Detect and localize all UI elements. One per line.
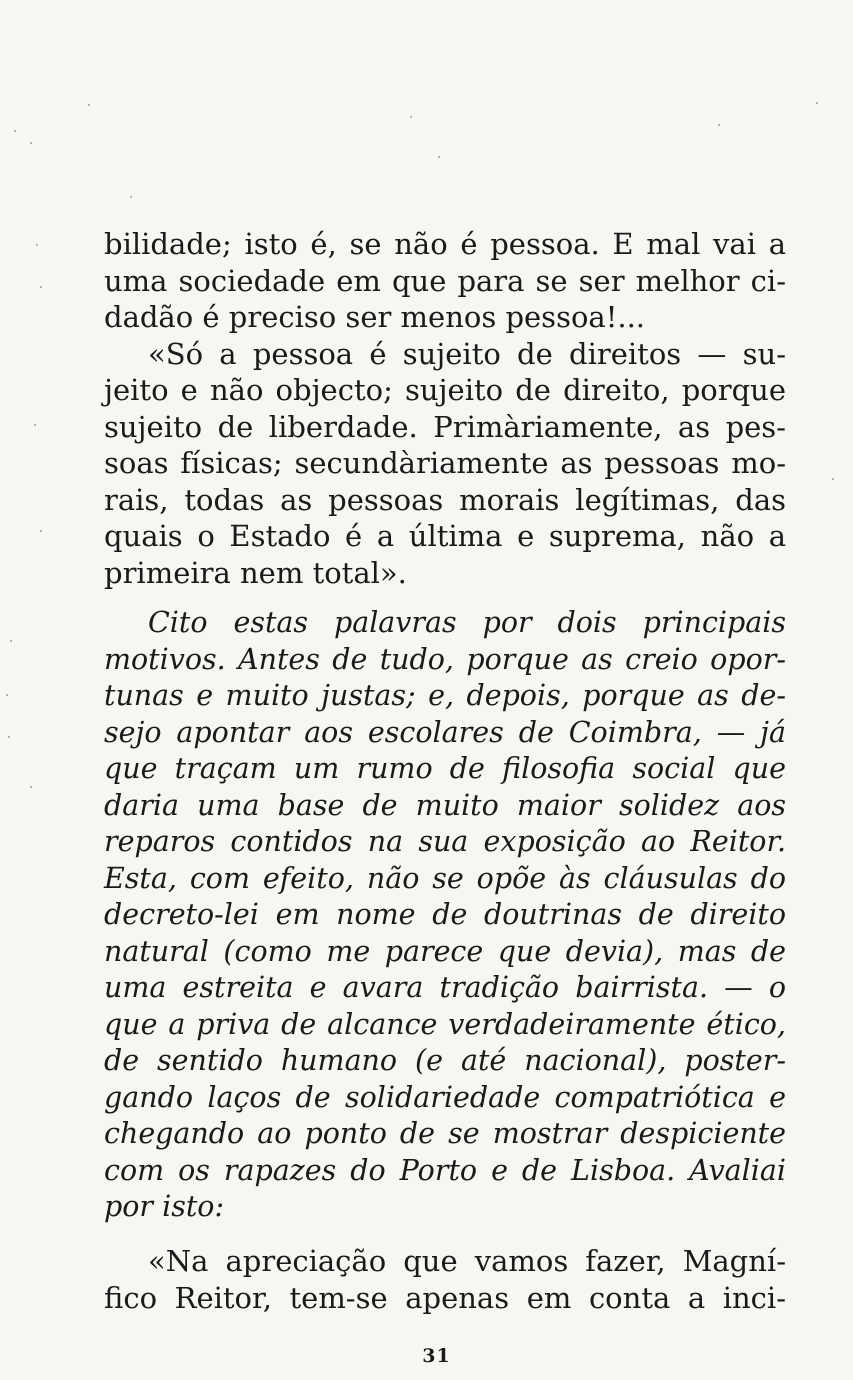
print-speck: [14, 130, 16, 132]
text-line: dadão é preciso ser menos pessoa!...: [104, 300, 646, 334]
text-line: jeito e não objecto; sujeito de direito, porque: [104, 373, 786, 407]
paragraph-continuation: [104, 226, 786, 591]
italic-paragraph: [104, 605, 786, 1226]
text-line: Esta, com efeito, não se opõe às cláusulas do: [104, 861, 786, 895]
print-speck: [40, 530, 42, 532]
text-line: quais o Estado é a última e suprema, não a: [104, 519, 786, 553]
text-line: rais, todas as pessoas morais legítimas, das: [104, 482, 786, 517]
text-line: fico Reitor, tem-se apenas em conta a inci-: [104, 1280, 786, 1315]
print-speck: [40, 286, 42, 288]
print-speck: [8, 736, 10, 738]
text-line: sujeito de liberdade. Primàriamente, as pes-: [104, 409, 786, 444]
print-speck: [30, 142, 32, 144]
text-line: uma estreita e avara tradição bairrista. — o: [104, 971, 786, 1004]
text-line: gando laços de solidariedade compatriótica e: [104, 1080, 786, 1114]
text-line: sejo apontar aos escolares de Coimbra, — já: [104, 715, 786, 749]
text-line: por isto:: [104, 1190, 225, 1223]
print-speck: [36, 244, 38, 246]
text-line: natural (como me parece que devia), mas de: [104, 934, 786, 968]
text-line: que traçam um rumo de filosofia social que: [104, 752, 786, 785]
text-line: motivos. Antes de tudo, porque as creio opor-: [104, 642, 786, 676]
print-speck: [832, 478, 834, 480]
text-line: de sentido humano (e até nacional), poster-: [104, 1044, 786, 1077]
text-line: tunas e muito justas; e, depois, porque as de-: [104, 679, 786, 712]
text-line: chegando ao ponto de se mostrar despiciente: [104, 1117, 786, 1150]
text-line: soas físicas; secundàriamente as pessoas mo-: [104, 446, 786, 480]
text-line: com os rapazes do Porto e de Lisboa. Avaliai: [104, 1153, 786, 1187]
quote-paragraph: [104, 1243, 786, 1316]
text-line: primeira nem total».: [104, 555, 407, 590]
text-line: uma sociedade em que para se ser melhor ci-: [104, 263, 786, 298]
text-line: que a priva de alcance verdadeiramente ético,: [104, 1007, 786, 1041]
text-line: bilidade; isto é, se não é pessoa. E mal vai a: [104, 227, 786, 261]
print-speck: [30, 786, 32, 788]
print-speck: [718, 124, 720, 126]
print-speck: [438, 156, 440, 158]
print-speck: [6, 694, 8, 696]
print-speck: [88, 104, 90, 106]
print-speck: [816, 102, 818, 104]
text-line: decreto-lei em nome de doutrinas de direito: [104, 898, 786, 931]
print-speck: [410, 116, 412, 118]
text-line: daria uma base de muito maior solidez aos: [104, 788, 786, 822]
text-line: reparos contidos na sua exposição ao Reitor.: [104, 825, 786, 858]
text-line: Cito estas palavras por dois principais: [148, 606, 786, 639]
text-line: «Só a pessoa é sujeito de direitos — su-: [148, 336, 786, 371]
print-speck: [130, 196, 132, 198]
print-speck: [10, 640, 12, 642]
print-speck: [34, 424, 36, 426]
text-line: «Na apreciação que vamos fazer, Magní-: [148, 1244, 786, 1278]
page-number: 31: [422, 1345, 451, 1367]
